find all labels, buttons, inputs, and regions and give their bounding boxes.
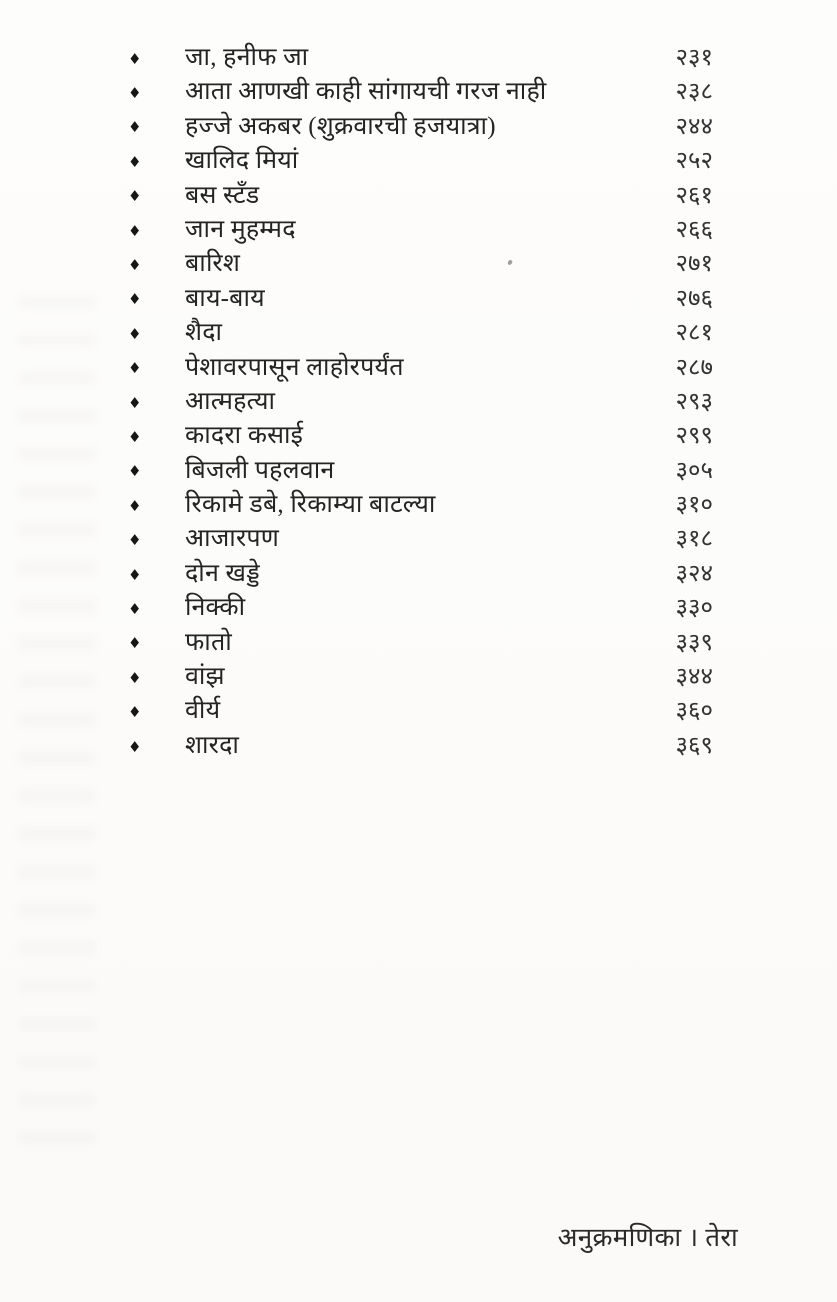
diamond-bullet-icon: ♦ bbox=[128, 49, 142, 68]
diamond-bullet-icon: ♦ bbox=[128, 737, 142, 756]
toc-entry-title: शारदा bbox=[185, 731, 240, 759]
toc-entry bbox=[0, 626, 837, 660]
toc-entry-title: वीर्य bbox=[185, 697, 221, 725]
diamond-bullet-icon: ♦ bbox=[128, 84, 142, 103]
toc-entry-title: बारिश bbox=[185, 250, 241, 278]
toc-entry bbox=[0, 247, 837, 281]
toc-entry bbox=[0, 316, 837, 350]
toc-entry-title: आजारपण bbox=[185, 525, 280, 553]
toc-entry-page-number: ३४४ bbox=[675, 664, 713, 691]
toc-entry-page-number: २३१ bbox=[675, 45, 713, 71]
toc-entry bbox=[0, 179, 837, 213]
footer-label: अनुक्रमणिका । तेरा bbox=[557, 1223, 738, 1252]
toc-entry bbox=[0, 488, 837, 522]
page-footer bbox=[558, 1221, 738, 1255]
toc-entry bbox=[0, 522, 837, 556]
toc-entry bbox=[0, 591, 837, 625]
diamond-bullet-icon: ♦ bbox=[128, 531, 142, 550]
toc-entry-title: बस स्टँड bbox=[185, 181, 260, 209]
toc-entry bbox=[0, 75, 837, 109]
diamond-bullet-icon: ♦ bbox=[128, 599, 142, 618]
toc-entry bbox=[0, 660, 837, 694]
toc-entry-page-number: २६६ bbox=[675, 216, 713, 243]
toc-entry-page-number: ३६९ bbox=[675, 732, 713, 759]
diamond-bullet-icon: ♦ bbox=[128, 703, 142, 722]
toc-entry bbox=[0, 419, 837, 453]
toc-entry-page-number: २३८ bbox=[675, 79, 713, 106]
toc-entry-page-number: ३३९ bbox=[675, 629, 713, 656]
toc-entry-page-number: २७१ bbox=[675, 251, 713, 278]
toc-entry-page-number: ३१८ bbox=[675, 526, 713, 553]
toc-entry-page-number: ३६० bbox=[675, 698, 713, 725]
toc-entry-title: कादरा कसाई bbox=[185, 422, 304, 450]
diamond-bullet-icon: ♦ bbox=[128, 256, 142, 275]
toc-entry-page-number: २४४ bbox=[675, 113, 713, 140]
diamond-bullet-icon: ♦ bbox=[128, 290, 142, 309]
toc-entry bbox=[0, 110, 837, 144]
toc-entry-title: पेशावरपासून लाहोरपर्यंत bbox=[185, 353, 404, 381]
toc-entry bbox=[0, 385, 837, 419]
toc-entry-page-number: २८७ bbox=[675, 354, 713, 381]
toc-entry-page-number: २८१ bbox=[675, 320, 713, 347]
diamond-bullet-icon: ♦ bbox=[128, 634, 142, 653]
diamond-bullet-icon: ♦ bbox=[128, 668, 142, 687]
toc-entry-title: जा, हनीफ जा bbox=[185, 44, 309, 71]
toc-entry bbox=[0, 557, 837, 591]
toc-entry bbox=[0, 694, 837, 728]
diamond-bullet-icon: ♦ bbox=[128, 221, 142, 240]
toc-entry-title: निक्की bbox=[185, 594, 246, 622]
diamond-bullet-icon: ♦ bbox=[128, 462, 142, 481]
toc-entry-title: खालिद मियां bbox=[185, 147, 299, 175]
toc-entry bbox=[0, 41, 837, 75]
toc-entry bbox=[0, 282, 837, 316]
toc-entry bbox=[0, 213, 837, 247]
toc-entry-page-number: २५२ bbox=[675, 148, 713, 175]
toc-entry-page-number: २६१ bbox=[675, 182, 713, 209]
toc-entry-title: हज्जे अकबर (शुक्रवारची हजयात्रा) bbox=[185, 112, 496, 140]
toc-entry-page-number: २७६ bbox=[675, 285, 713, 312]
toc-entry bbox=[0, 729, 837, 763]
toc-entry-title: वांझ bbox=[185, 663, 225, 691]
toc-entry-title: फातो bbox=[185, 628, 232, 656]
toc-entry bbox=[0, 144, 837, 178]
diamond-bullet-icon: ♦ bbox=[128, 565, 142, 584]
toc-entry-title: जान मुहम्मद bbox=[185, 215, 296, 243]
diamond-bullet-icon: ♦ bbox=[128, 359, 142, 378]
toc-entry-title: रिकामे डबे, रिकाम्या बाटल्या bbox=[185, 491, 436, 519]
toc-entry-page-number: ३१० bbox=[675, 492, 713, 519]
toc-entry-title: शैदा bbox=[185, 319, 223, 347]
diamond-bullet-icon: ♦ bbox=[128, 393, 142, 412]
diamond-bullet-icon: ♦ bbox=[128, 152, 142, 171]
toc-entry-page-number: ३२४ bbox=[675, 560, 713, 587]
toc-entry bbox=[0, 351, 837, 385]
toc-entry-title: बाय-बाय bbox=[185, 284, 265, 312]
toc-entry-page-number: २९९ bbox=[675, 423, 713, 450]
toc-entry-title: दोन खड्डे bbox=[185, 559, 260, 587]
toc-entry-page-number: ३३० bbox=[675, 595, 713, 622]
toc-entry-title: बिजली पहलवान bbox=[185, 456, 335, 484]
toc-entry-title: आता आणखी काही सांगायची गरज नाही bbox=[185, 78, 547, 106]
diamond-bullet-icon: ♦ bbox=[128, 427, 142, 446]
toc-list bbox=[0, 41, 837, 763]
toc-entry-page-number: २९३ bbox=[675, 388, 713, 415]
toc-entry-page-number: ३०५ bbox=[675, 457, 713, 484]
diamond-bullet-icon: ♦ bbox=[128, 118, 142, 137]
diamond-bullet-icon: ♦ bbox=[128, 496, 142, 515]
diamond-bullet-icon: ♦ bbox=[128, 324, 142, 343]
diamond-bullet-icon: ♦ bbox=[128, 187, 142, 206]
toc-entry-title: आत्महत्या bbox=[185, 387, 276, 415]
toc-entry bbox=[0, 454, 837, 488]
